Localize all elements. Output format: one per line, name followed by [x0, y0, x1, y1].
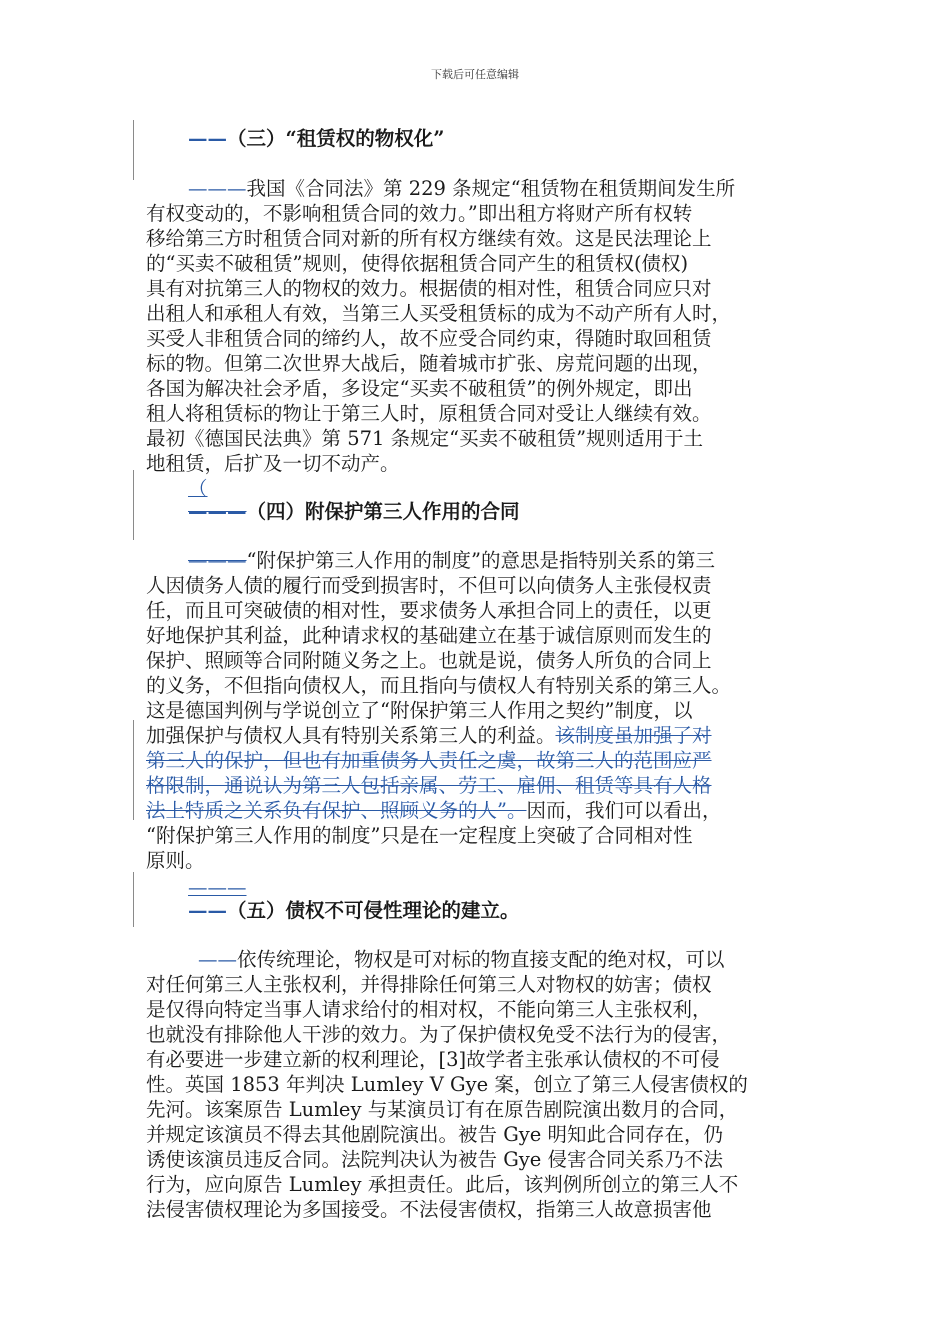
paragraph-line: 最初《德国民法典》第 571 条规定“买卖不破租赁”规则适用于土	[146, 427, 704, 450]
paragraph-line: 原则。	[146, 849, 205, 872]
revision-bar	[133, 120, 134, 180]
paragraph-line: 具有对抗第三人的物权的效力。根据债的相对性，租赁合同应只对	[146, 277, 712, 300]
paragraph-line: 地租赁，后扩及一切不动产。	[146, 452, 400, 475]
paragraph-line: 法侵害债权理论为多国接受。不法侵害债权，指第三人故意损害他	[146, 1198, 712, 1221]
paragraph-line	[188, 548, 715, 573]
paragraph-line: 先河。该案原告 Lumley 与某演员订有在原告剧院演出数月的合同，	[146, 1098, 739, 1121]
section-5-title: （五）债权不可侵性理论的建立。	[227, 899, 520, 922]
paragraph-line	[188, 176, 735, 201]
deleted-text-line: 第三人的保护，但也有加重债务人责任之虞，故第三人的范围应严	[146, 749, 712, 772]
section-5-heading	[188, 898, 520, 923]
paragraph-line: 并规定该演员不得去其他剧院演出。被告 Gye 明知此合同存在，仍	[146, 1123, 724, 1146]
deleted-dash: ———	[188, 549, 247, 572]
deleted-dash: ———	[188, 500, 247, 523]
paragraph-line: 这是德国判例与学说创立了“附保护第三人作用之契约”制度，以	[146, 699, 693, 722]
paragraph-text: 依传统理论，物权是可对标的物直接支配的绝对权，可以	[237, 948, 725, 971]
paragraph-line: 移给第三方时租赁合同对新的所有权方继续有效。这是民法理论上	[146, 227, 712, 250]
paragraph-text: 我国《合同法》第 229 条规定“租赁物在租赁期间发生所	[246, 177, 736, 200]
paragraph-line: 对任何第三人主张权利，并得排除任何第三人对物权的妨害；债权	[146, 973, 712, 996]
paragraph-line: 的“买卖不破租赁”规则，使得依据租赁合同产生的租赁权(债权)	[146, 252, 689, 275]
paragraph-line: 诱使该演员违反合同。法院判决认为被告 Gye 侵害合同关系乃不法	[146, 1148, 724, 1171]
paragraph-line: 的义务，不但指向债权人，而且指向与债权人有特别关系的第三人。	[146, 674, 732, 697]
section-4-title: （四）附保护第三人作用的合同	[246, 500, 520, 523]
paragraph-line	[146, 798, 722, 823]
paragraph-line: 性。英国 1853 年判决 Lumley V Gye 案，创立了第三人侵害债权的	[146, 1073, 748, 1096]
section-3-heading	[188, 126, 444, 151]
paragraph-line: 买受人非租赁合同的缔约人，故不应受合同约束，得随时取回租赁	[146, 327, 712, 350]
revision-bar	[133, 470, 134, 540]
paragraph-line: 也就没有排除他人干涉的效力。为了保护债权免受不法行为的侵害，	[146, 1023, 732, 1046]
paragraph-line: 出租人和承租人有效，当第三人买受租赁标的成为不动产所有人时，	[146, 302, 732, 325]
paragraph-line: 任，而且可突破债的相对性，要求债务人承担合同上的责任，以更	[146, 599, 712, 622]
paragraph-line: “附保护第三人作用的制度”只是在一定程度上突破了合同相对性	[146, 824, 693, 847]
paragraph-line: 租人将租赁标的物让于第三人时，原租赁合同对受让人继续有效。	[146, 402, 712, 425]
paragraph-text: “附保护第三人作用的制度”的意思是指特别关系的第三	[246, 549, 715, 572]
deleted-text: 法上特质之关系负有保护、照顾义务的人”。	[146, 799, 527, 822]
paragraph-line: 各国为解决社会矛盾，多设定“买卖不破租赁”的例外规定，即出	[146, 377, 693, 400]
paragraph-line	[198, 947, 725, 972]
paragraph-line: 保护、照顾等合同附随义务之上。也就是说，债务人所负的合同上	[146, 649, 712, 672]
revision-bar	[133, 872, 134, 927]
paragraph-line	[146, 723, 712, 748]
paragraph-line: 行为，应向原告 Lumley 承担责任。此后，该判例所创立的第三人不	[146, 1173, 739, 1196]
paragraph-line: 有权变动的，不影响租赁合同的效力。”即出租方将财产所有权转	[146, 202, 693, 225]
inserted-paren-mark: （	[188, 477, 208, 500]
paragraph-line: 标的物。但第二次世界大战后，随着城市扩张、房荒问题的出现，	[146, 352, 712, 375]
paragraph-text: 因而，我们可以看出，	[526, 799, 722, 822]
inserted-dash: ———	[188, 876, 247, 899]
page-header: 下载后可任意编辑	[431, 68, 519, 81]
revision-dash: ———	[188, 177, 247, 200]
revision-dash: ——	[188, 127, 227, 150]
paragraph-line: 有必要进一步建立新的权利理论，[3]故学者主张承认债权的不可侵	[146, 1048, 720, 1071]
paragraph-line: 人因债务人债的履行而受到损害时，不但可以向债务人主张侵权责	[146, 574, 712, 597]
section-4-heading	[188, 499, 520, 524]
paragraph-text: 加强保护与债权人具有特别关系第三人的利益。	[146, 724, 556, 747]
paragraph-line: 是仅得向特定当事人请求给付的相对权，不能向第三人主张权利，	[146, 998, 712, 1021]
deleted-text: 该制度虽加强了对	[555, 724, 712, 747]
revision-dash: ——	[188, 899, 227, 922]
revision-bar	[133, 720, 134, 820]
section-3-title: （三）“租赁权的物权化”	[227, 127, 445, 150]
revision-dash: ——	[198, 948, 237, 971]
paragraph-line: 好地保护其利益，此种请求权的基础建立在基于诚信原则而发生的	[146, 624, 712, 647]
deleted-text-line: 格限制，通说认为第三人包括亲属、劳工、雇佣、租赁等具有人格	[146, 774, 712, 797]
